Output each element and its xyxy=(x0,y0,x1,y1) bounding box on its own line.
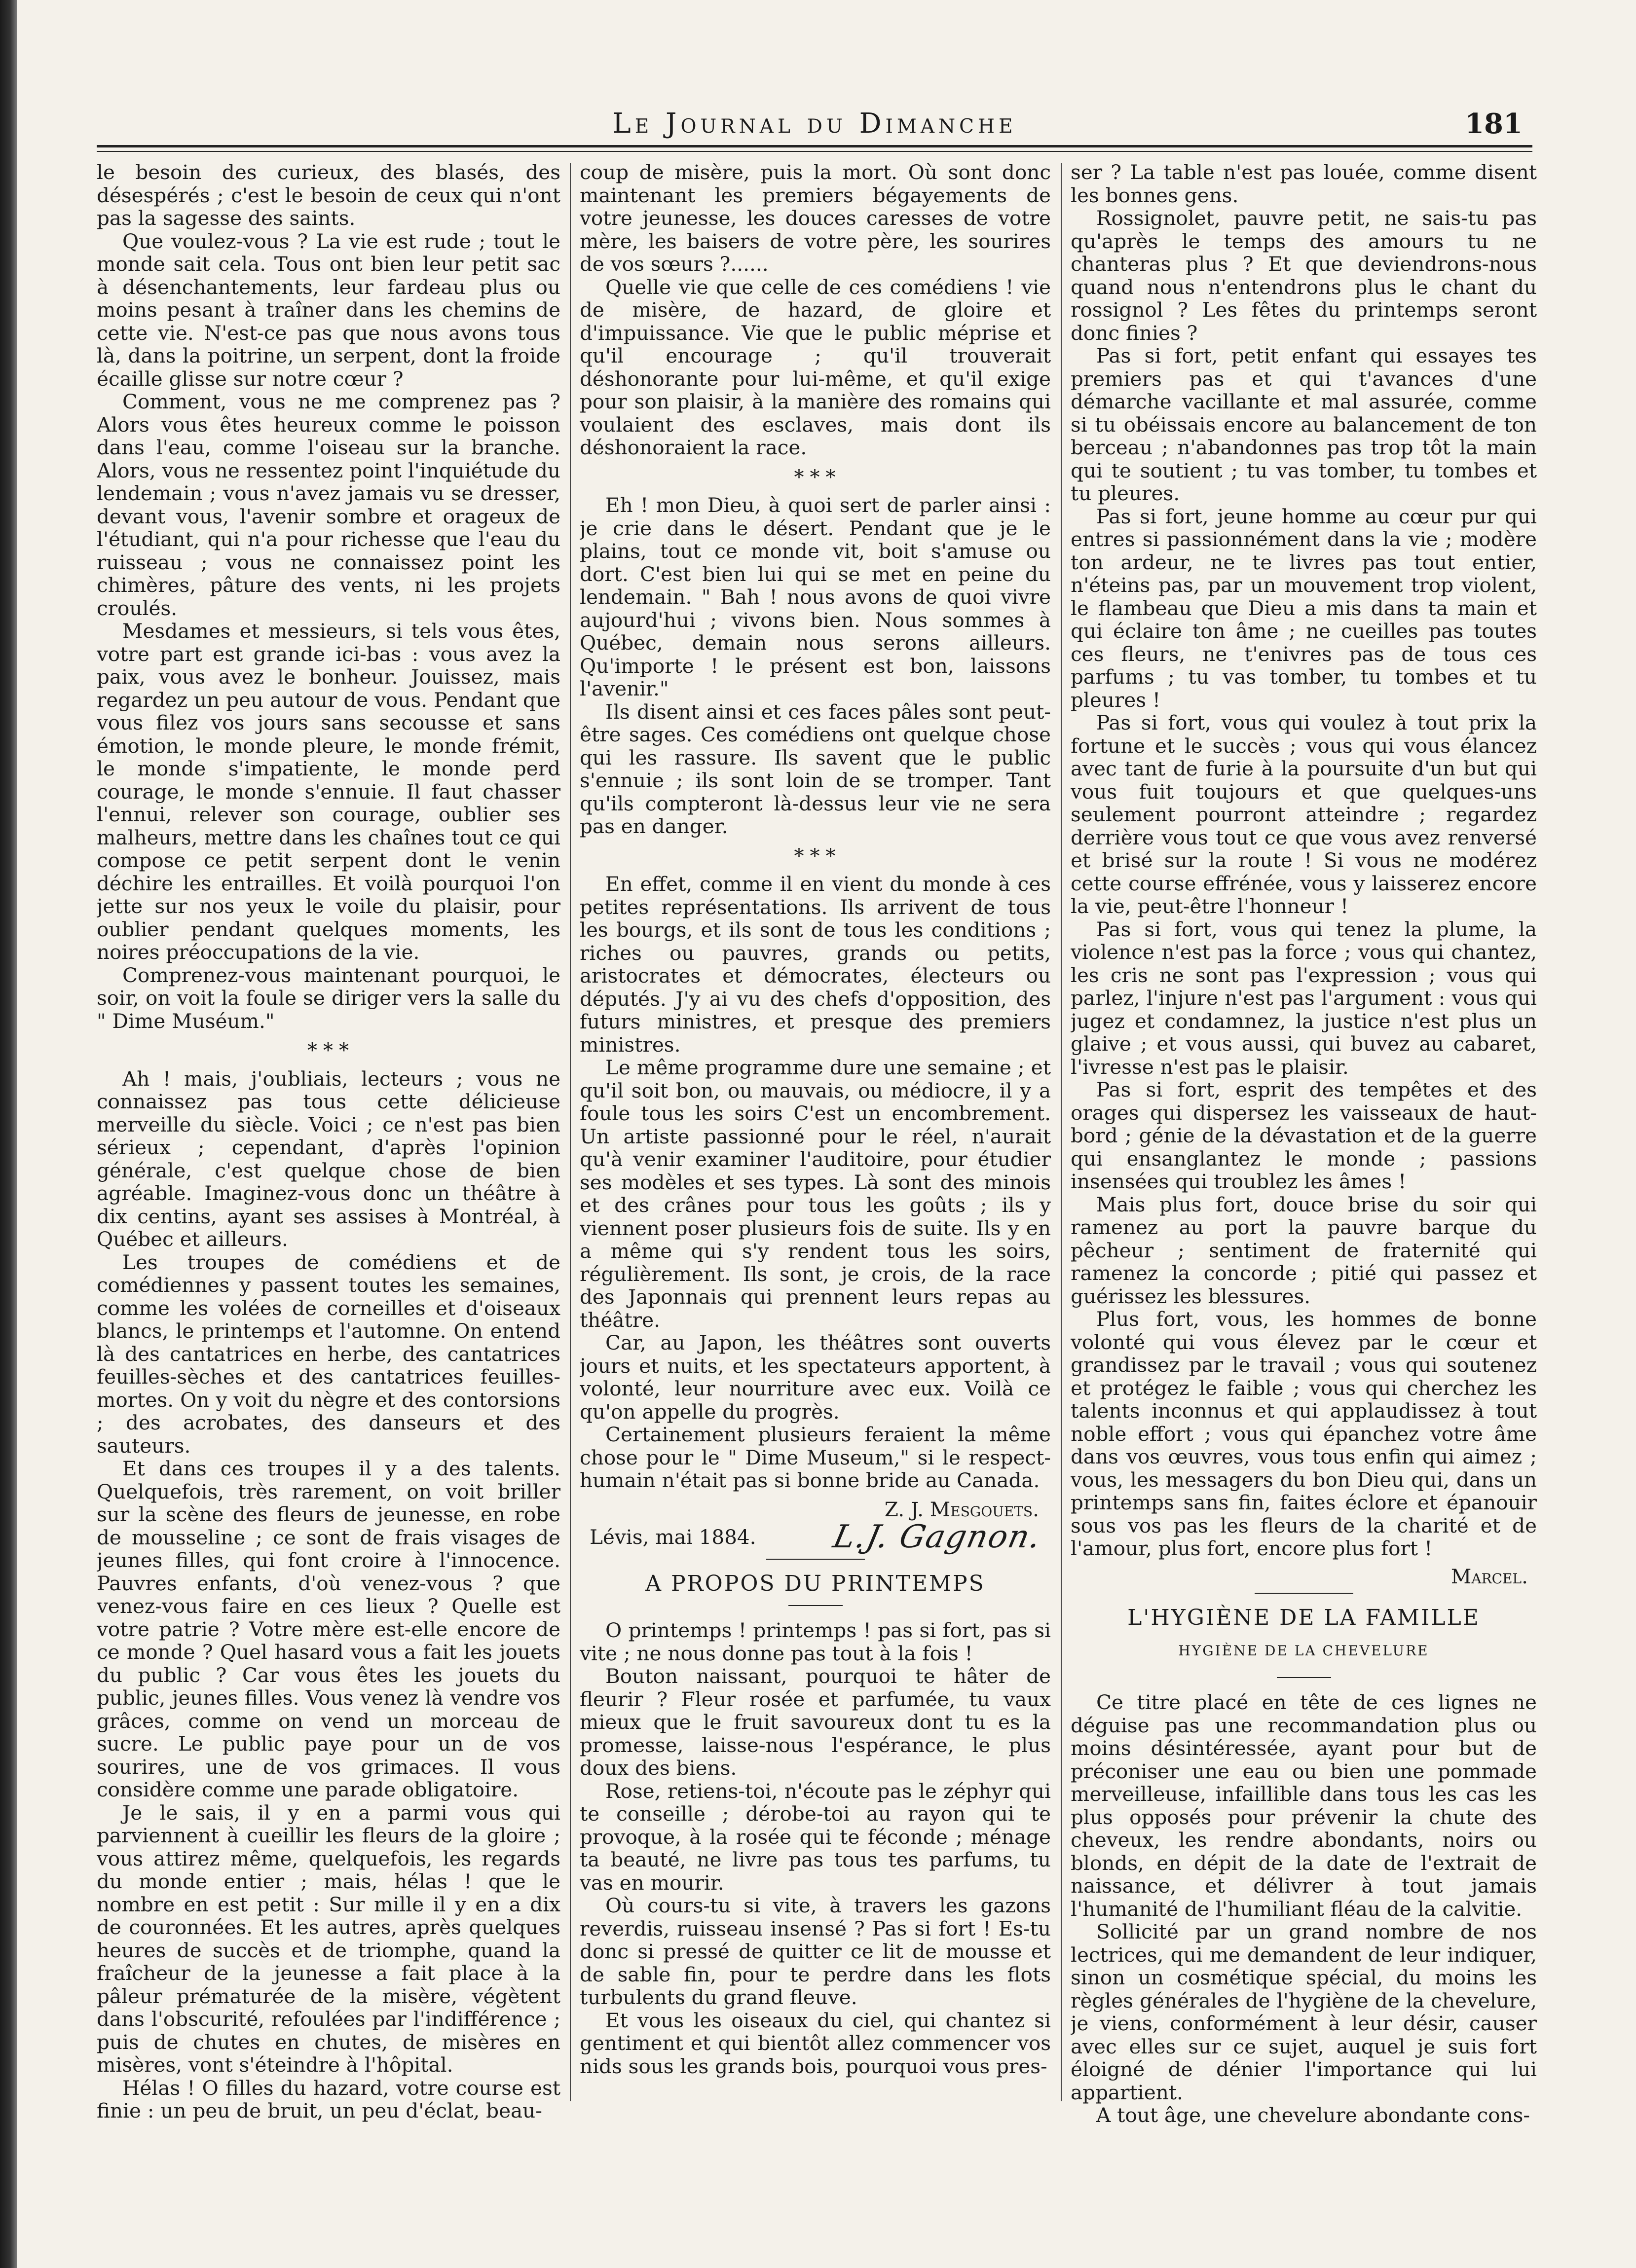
masthead-title: Le Journal du Dimanche xyxy=(612,108,1017,140)
paragraph: Où cours-tu si vite, à travers les gazons reverdis, ruisseau insensé ? Pas si fort ! Es-tu donc si pressé de quitter ce lit de mousse et de sable fin, pour te perdre dans les flots turbulents du grand fleuve. xyxy=(580,1894,1051,2009)
place-date: Lévis, mai 1884. xyxy=(590,1525,756,1549)
paragraph: O printemps ! printemps ! pas si fort, pas si vite ; ne nous donne pas tout à la fois ! xyxy=(580,1618,1051,1665)
column-divider xyxy=(1061,163,1062,2101)
article-heading: L'HYGIÈNE DE LA FAMILLE xyxy=(1127,1605,1480,1630)
article-heading: A PROPOS DU PRINTEMPS xyxy=(645,1571,985,1596)
paragraph: Certainement plusieurs feraient la même chose pour le " Dime Museum," si le respect-humain n'était pas si bonne bride au Canada. xyxy=(580,1423,1051,1492)
paragraph: Rossignolet, pauvre petit, ne sais-tu pas qu'après le temps des amours tu ne chanteras plus ? Et que deviendrons-nous quand nous n'entendrons plus le chant du rossignol ? Les fêtes du printemps seront donc finies ? xyxy=(1071,206,1537,345)
paragraph: Le même programme dure une semaine ; et qu'il soit bon, ou mauvais, ou médiocre, il y a foule tous les soirs C'est un encombrement. Un artiste passionné pour le réel, n'aurait qu'à venir examiner l'auditoire, pour étudier ses modèles et ses types. Là sont des minois et des crânes pour tous les goûts ; ils y viennent poser plusieurs fois de suite. Ils y en a même qui s'y rendent tous les soirs, régulièrement. Ils sont, je crois, de la race des Japonnais qui prennent leurs repas au théâtre. xyxy=(580,1056,1051,1332)
paragraph: Ah ! mais, j'oubliais, lecteurs ; vous ne connaissez pas tous cette délicieuse merveille du siècle. Voici ; ce n'est pas bien sérieux ; cependant, d'après l'opinion générale, c'est quelque chose de bien agréable. Imaginez-vous donc un théâtre à dix centins, ayant ses assises à Montréal, à Québec et ailleurs. xyxy=(97,1066,560,1251)
paragraph: Mesdames et messieurs, si tels vous êtes, votre part est grande ici-bas : vous avez la paix, vous avez le bonheur. Jouissez, mais regardez un peu autour de vous. Pendant que vous filez vos jours sans secousse et sans émotion, le monde pleure, le monde frémit, le monde s'impatiente, le monde perd courage, le monde s'ennuie. Il faut chasser l'ennui, relever son courage, oublier ses malheurs, mettre dans les chaînes tout ce qui compose ce petit serpent dont le venin déchire les entrailles. Et voilà pourquoi l'on jette sur nos yeux le voile du plaisir, pour oublier pendant quelques moments, les noires préoccupations de la vie. xyxy=(97,619,560,964)
paragraph: Sollicité par un grand nombre de nos lectrices, qui me demandent de leur indiquer, sinon un cosmétique spécial, du moins les règles générales de l'hygiène de la chevelure, je viens, conformément à leur désir, causer avec elles sur ce sujet, auquel je suis fort éloigné de dénier l'importance qui lui appartient. xyxy=(1071,1920,1537,2104)
signature-row xyxy=(580,1519,1051,1555)
column-divider xyxy=(570,163,571,2101)
paragraph: Bouton naissant, pourquoi te hâter de fleurir ? Fleur rosée et parfumée, tu vaux mieux que le fruit savoureux dont tu es la promesse, laisse-nous l'espérance, le plus doux des biens. xyxy=(580,1664,1051,1780)
page-number: 181 xyxy=(1465,108,1523,140)
paragraph: Pas si fort, vous qui tenez la plume, la violence n'est pas la force ; vous qui chantez, les cris ne sont pas l'expression ; vous qui parlez, l'injure n'est pas l'argument : vous qui jugez et condamnez, la justice n'est plus un glaive ; et vous aussi, qui buvez au cabaret, l'ivresse n'est pas le plaisir. xyxy=(1071,917,1537,1079)
paragraph: En effet, comme il en vient du monde à ces petites représentations. Ils arrivent de tous les bourgs, et ils sont de tous les conditions ; riches ou pauvres, grands ou petits, aristocrates et démocrates, électeurs ou députés. J'y ai vu des chefs d'opposition, des futurs ministres, et presque des premiers ministres. xyxy=(580,872,1051,1057)
paragraph: Eh ! mon Dieu, à quoi sert de parler ainsi : je crie dans le désert. Pendant que je le plains, tout ce monde vit, boit s'amuse ou dort. C'est bien lui qui se met en peine du lendemain. " Bah ! nous avons de quoi vivre aujourd'hui ; vivons bien. Nous sommes à Québec, demain nous serons ailleurs. Qu'importe ! le présent est bon, laissons l'avenir." xyxy=(580,493,1051,700)
paragraph: le besoin des curieux, des blasés, des désespérés ; c'est le besoin de ceux qui n'ont pas la sagesse des saints. xyxy=(97,161,560,230)
paragraph: Comment, vous ne me comprenez pas ? Alors vous êtes heureux comme le poisson dans l'eau, comme l'oiseau sur la branche. Alors, vous ne ressentez point l'inquiétude du lendemain ; vous n'avez jamais vu se dresser, devant vous, l'avenir sombre et orageux de l'étudiant, qui n'a pour richesse que l'eau du ruisseau ; vous ne connaissez point les chimères, pâture des vents, ni les projets croulés. xyxy=(97,390,560,620)
divider xyxy=(788,1605,843,1606)
paragraph: Pas si fort, vous qui voulez à tout prix la fortune et le succès ; vous qui vous élancez avec tant de furie à la poursuite d'un but qui vous fuit toujours et que quelques-uns seulement pourront atteindre ; regardez derrière vous tout ce que vous avez renversé et brisé sur la route ! Si vous ne modérez cette course effrénée, vous y laisserez encore la vie, peut-être l'honneur ! xyxy=(1071,711,1537,918)
paragraph: Mais plus fort, douce brise du soir qui ramenez au port la pauvre barque du pêcheur ; sentiment de fraternité qui ramenez la concorde ; pitié qui passez et guérissez les blessures. xyxy=(1071,1192,1537,1308)
section-separator: * * * xyxy=(794,466,837,489)
paragraph: Car, au Japon, les théâtres sont ouverts jours et nuits, et les spectateurs apportent, à volonté, leur nourriture avec eux. Voilà ce qu'on appelle du progrès. xyxy=(580,1331,1051,1424)
paragraph: Et vous les oiseaux du ciel, qui chantez si gentiment et qui bientôt allez commencer vos nids sous les grands bois, pourquoi vous pres- xyxy=(580,2008,1051,2078)
paragraph: ser ? La table n'est pas louée, comme disent les bonnes gens. xyxy=(1071,161,1537,207)
paragraph: Que voulez-vous ? La vie est rude ; tout le monde sait cela. Tous ont bien leur petit sac à désenchantements, leur fardeau plus ou moins pesant à traîner dans les chemins de cette vie. N'est-ce pas que nous avons tous là, dans la poitrine, un serpent, dont la froide écaille glisse sur notre cœur ? xyxy=(97,229,560,391)
paragraph: Pas si fort, esprit des tempêtes et des orages qui dispersez les vaisseaux de haut-bord ; génie de la dévastation et de la guerre qui ensanglantez le monde ; passions insensées qui troublez les âmes ! xyxy=(1071,1078,1537,1193)
divider xyxy=(1255,1593,1353,1594)
column-3 xyxy=(1071,161,1537,2188)
column-1 xyxy=(97,161,560,2188)
paragraph: Comprenez-vous maintenant pourquoi, le soir, on voit la foule se diriger vers la salle du " Dime Muséum." xyxy=(97,963,560,1033)
paragraph: Ce titre placé en tête de ces lignes ne déguise pas une recommandation plus ou moins désintéressée, ayant pour but de préconiser une eau ou bien une pommade merveilleuse, infaillible dans tous les cas les plus opposés pour prévenir la chute des cheveux, les rendre abondants, noirs ou blonds, en dépit de la date de l'extrait de naissance, et délivrer à tout jamais l'humanité de l'humiliant fléau de la calvitie. xyxy=(1071,1690,1537,1921)
paragraph: Pas si fort, petit enfant qui essayes tes premiers pas et qui t'avances d'une démarche vacillante et mal assurée, comme si tu obéissais encore au balancement de ton berceau ; n'abandonnes pas trop tôt la main qui te soutient ; tu vas tomber, tu tombes et tu pleures. xyxy=(1071,344,1537,505)
paragraph: Et dans ces troupes il y a des talents. Quelquefois, très rarement, on voit briller sur la scène des fleurs de jeunesse, en robe de mousseline ; ce sont de frais visages de jeunes filles, qui font croire à l'innocence. Pauvres enfants, d'où venez-vous ? que venez-vous faire en ces lieux ? Quelle est votre patrie ? Votre mère est-elle encore de ce monde ? Quel hasard vous a fait les jouets du public ? Car vous êtes les jouets du public, jeunes filles. Vous venez là vendre vos grâces, comme on vend un morceau de sucre. Le public paye pour un de vos sourires, une de vos grimaces. Il vous considère comme une parade obligatoire. xyxy=(97,1457,560,1801)
handwritten-signature: L.J. Gagnon. xyxy=(830,1519,1045,1555)
page-binding-edge xyxy=(0,0,17,2268)
paragraph: Plus fort, vous, les hommes de bonne volonté qui vous élevez par le cœur et grandissez par le travail ; vous qui soutenez et protégez le faible ; vous qui cherchez les talents inconnus et qui applaudissez à tout noble effort ; vous qui épanchez votre âme dans vos œuvres, vous tous enfin qui aimez ; vous, les messagers du bon Dieu qui, dans un printemps sans fin, faites éclore et épanouir sous vos pas les fleurs de la charité et de l'amour, plus fort, encore plus fort ! xyxy=(1071,1307,1537,1560)
paragraph: A tout âge, une chevelure abondante cons- xyxy=(1096,2103,1530,2127)
column-2 xyxy=(580,161,1051,2188)
divider xyxy=(766,1559,865,1560)
paragraph: coup de misère, puis la mort. Où sont donc maintenant les premiers bégayements de votre jeunesse, les douces caresses de votre mère, les baisers de votre père, les sourires de vos sœurs ?...... xyxy=(580,161,1051,276)
paragraph: Les troupes de comédiens et de comédiennes y passent toutes les semaines, comme les volées de corneilles et d'oiseaux blancs, le printemps et l'automne. On entend là des cantatrices en herbe, des cantatrices feuilles-sèches et des cantatrices feuilles-mortes. On y voit du nègre et des contorsions ; des acrobates, des danseurs et des sauteurs. xyxy=(97,1250,560,1458)
header-rule-thin xyxy=(97,151,1532,152)
paragraph: Ils disent ainsi et ces faces pâles sont peut-être sages. Ces comédiens ont quelque chose qui les rassure. Ils savent que le public s'ennuie ; ils sont loin de se tromper. Tant qu'ils compteront là-dessus leur vie ne sera pas en danger. xyxy=(580,699,1051,838)
article-author: Marcel. xyxy=(1450,1564,1528,1588)
paragraph: Quelle vie que celle de ces comédiens ! vie de misère, de hazard, de gloire et d'impuissance. Vie que le public méprise et qu'il encourage ; qu'il trouverait déshonorante pour lui-même, et qu'il exige pour son plaisir, à la manière des romains qui voulaient des esclaves, mais dont ils déshonoraient la race. xyxy=(580,275,1051,459)
article-author: Z. J. Mesgouets. xyxy=(884,1497,1039,1521)
header-rule xyxy=(97,145,1532,147)
paragraph: Pas si fort, jeune homme au cœur pur qui entres si passionnément dans la vie ; modère ton ardeur, ne te livres pas tout entier, n'éteins pas, par un mouvement trop violent, le flambeau que Dieu a mis dans ta main et qui éclaire ton âme ; ne cueilles pas toutes ces fleurs, ne t'enivres pas de tous ces parfums ; tu vas tomber, tu tombes et tu pleures ! xyxy=(1071,504,1537,712)
divider xyxy=(1277,1677,1331,1678)
paragraph: Hélas ! O filles du hazard, votre course est finie : un peu de bruit, un peu d'éclat, beau- xyxy=(97,2076,560,2122)
paragraph: Je le sais, il y en a parmi vous qui parviennent à cueillir les fleurs de la gloire ; vous attirez même, quelquefois, les regards du monde entier ; mais, hélas ! que le nombre en est petit : Sur mille il y en a dix de couronnées. Et les autres, après quelques heures de succès et de triomphe, quand la fraîcheur de la jeunesse a fait place à la pâleur prématurée de la misère, végètent dans l'obscurité, refoulées par l'indifférence ; puis de chutes en chutes, de misères en misères, vont s'éteindre à l'hôpital. xyxy=(97,1800,560,2077)
article-subheading: HYGIÈNE DE LA CHEVELURE xyxy=(1178,1642,1429,1659)
page-header xyxy=(97,97,1532,151)
section-separator: * * * xyxy=(794,844,837,868)
section-separator: * * * xyxy=(307,1039,350,1062)
paragraph: Rose, retiens-toi, n'écoute pas le zéphyr qui te conseille ; dérobe-toi au rayon qui te provoque, à la rosée qui te féconde ; ménage ta beauté, ne livre pas tous tes parfums, tu vas en mourir. xyxy=(580,1779,1051,1895)
